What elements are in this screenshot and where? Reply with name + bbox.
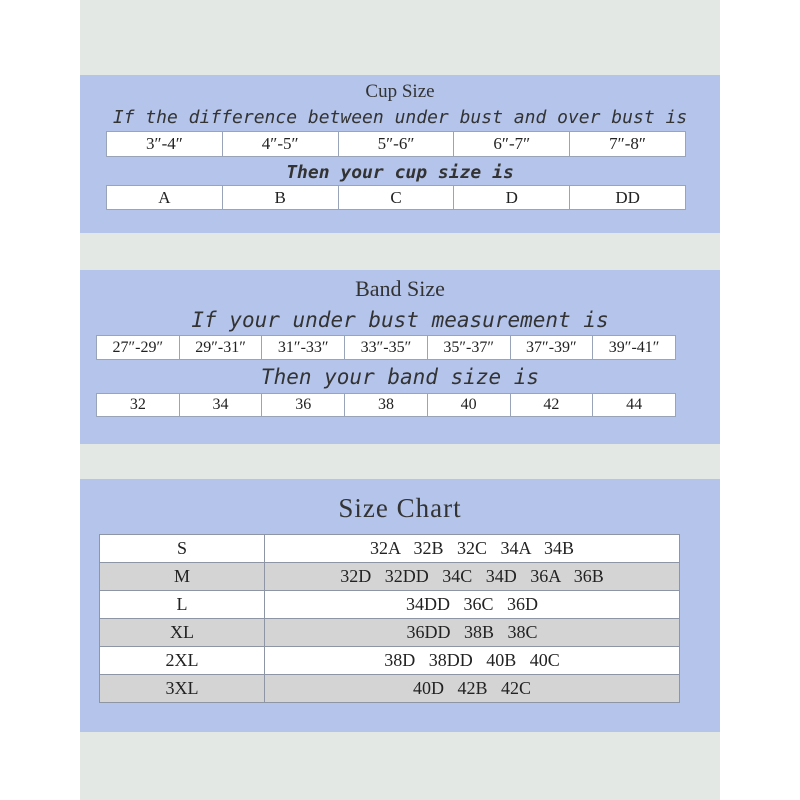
size-label-cell: M xyxy=(100,563,265,591)
cup-size-title: Cup Size xyxy=(365,81,435,102)
size-label-cell: L xyxy=(100,591,265,619)
bottom-strip xyxy=(80,732,720,800)
table-row xyxy=(100,591,680,619)
cup-range-cell: 5″-6″ xyxy=(338,132,454,157)
band-condition-text: If your under bust measurement is xyxy=(191,308,609,332)
band-range-cell: 29″-31″ xyxy=(179,336,262,360)
top-strip xyxy=(80,0,720,75)
fitting-sizes-cell: 36DD 38B 38C xyxy=(265,619,680,647)
table-row xyxy=(100,535,680,563)
band-size-cell: 32 xyxy=(97,394,180,417)
band-size-cell: 38 xyxy=(345,394,428,417)
size-chart-table xyxy=(99,534,680,703)
band-range-table xyxy=(96,335,676,360)
band-size-cell: 44 xyxy=(593,394,676,417)
cup-result-text: Then your cup size is xyxy=(286,162,514,183)
size-chart-panel xyxy=(80,479,720,732)
cup-size-cell: C xyxy=(338,186,454,210)
table-row xyxy=(100,675,680,703)
table-row xyxy=(100,619,680,647)
cup-range-table xyxy=(106,131,686,157)
band-range-cell: 37″-39″ xyxy=(510,336,593,360)
fitting-sizes-cell: 38D 38DD 40B 40C xyxy=(265,647,680,675)
band-size-cell: 42 xyxy=(510,394,593,417)
band-size-cell: 36 xyxy=(262,394,345,417)
cup-range-cell: 3″-4″ xyxy=(107,132,223,157)
fitting-sizes-cell: 32A 32B 32C 34A 34B xyxy=(265,535,680,563)
size-label-cell: 2XL xyxy=(100,647,265,675)
table-row xyxy=(100,647,680,675)
band-range-cell: 35″-37″ xyxy=(427,336,510,360)
band-size-panel xyxy=(80,270,720,444)
size-label-cell: 3XL xyxy=(100,675,265,703)
band-size-table xyxy=(96,393,676,417)
divider-strip-2 xyxy=(80,444,720,479)
band-range-cell: 39″-41″ xyxy=(593,336,676,360)
band-range-cell: 27″-29″ xyxy=(97,336,180,360)
band-size-cell: 40 xyxy=(427,394,510,417)
size-chart-title: Size Chart xyxy=(338,493,462,523)
band-range-cell: 31″-33″ xyxy=(262,336,345,360)
cup-condition-text: If the difference between under bust and over bust is xyxy=(112,107,688,128)
band-size-title: Band Size xyxy=(355,276,445,301)
size-label-cell: XL xyxy=(100,619,265,647)
cup-range-cell: 4″-5″ xyxy=(222,132,338,157)
cup-size-cell: DD xyxy=(570,186,686,210)
divider-strip-1 xyxy=(80,233,720,270)
band-result-text: Then your band size is xyxy=(260,365,540,389)
cup-size-table xyxy=(106,185,686,210)
cup-size-cell: A xyxy=(107,186,223,210)
size-label-cell: S xyxy=(100,535,265,563)
cup-range-cell: 6″-7″ xyxy=(454,132,570,157)
cup-size-cell: D xyxy=(454,186,570,210)
cup-range-cell: 7″-8″ xyxy=(570,132,686,157)
band-size-cell: 34 xyxy=(179,394,262,417)
table-row xyxy=(100,563,680,591)
fitting-sizes-cell: 40D 42B 42C xyxy=(265,675,680,703)
cup-size-panel xyxy=(80,75,720,233)
band-range-cell: 33″-35″ xyxy=(345,336,428,360)
fitting-sizes-cell: 32D 32DD 34C 34D 36A 36B xyxy=(265,563,680,591)
fitting-sizes-cell: 34DD 36C 36D xyxy=(265,591,680,619)
cup-size-cell: B xyxy=(222,186,338,210)
